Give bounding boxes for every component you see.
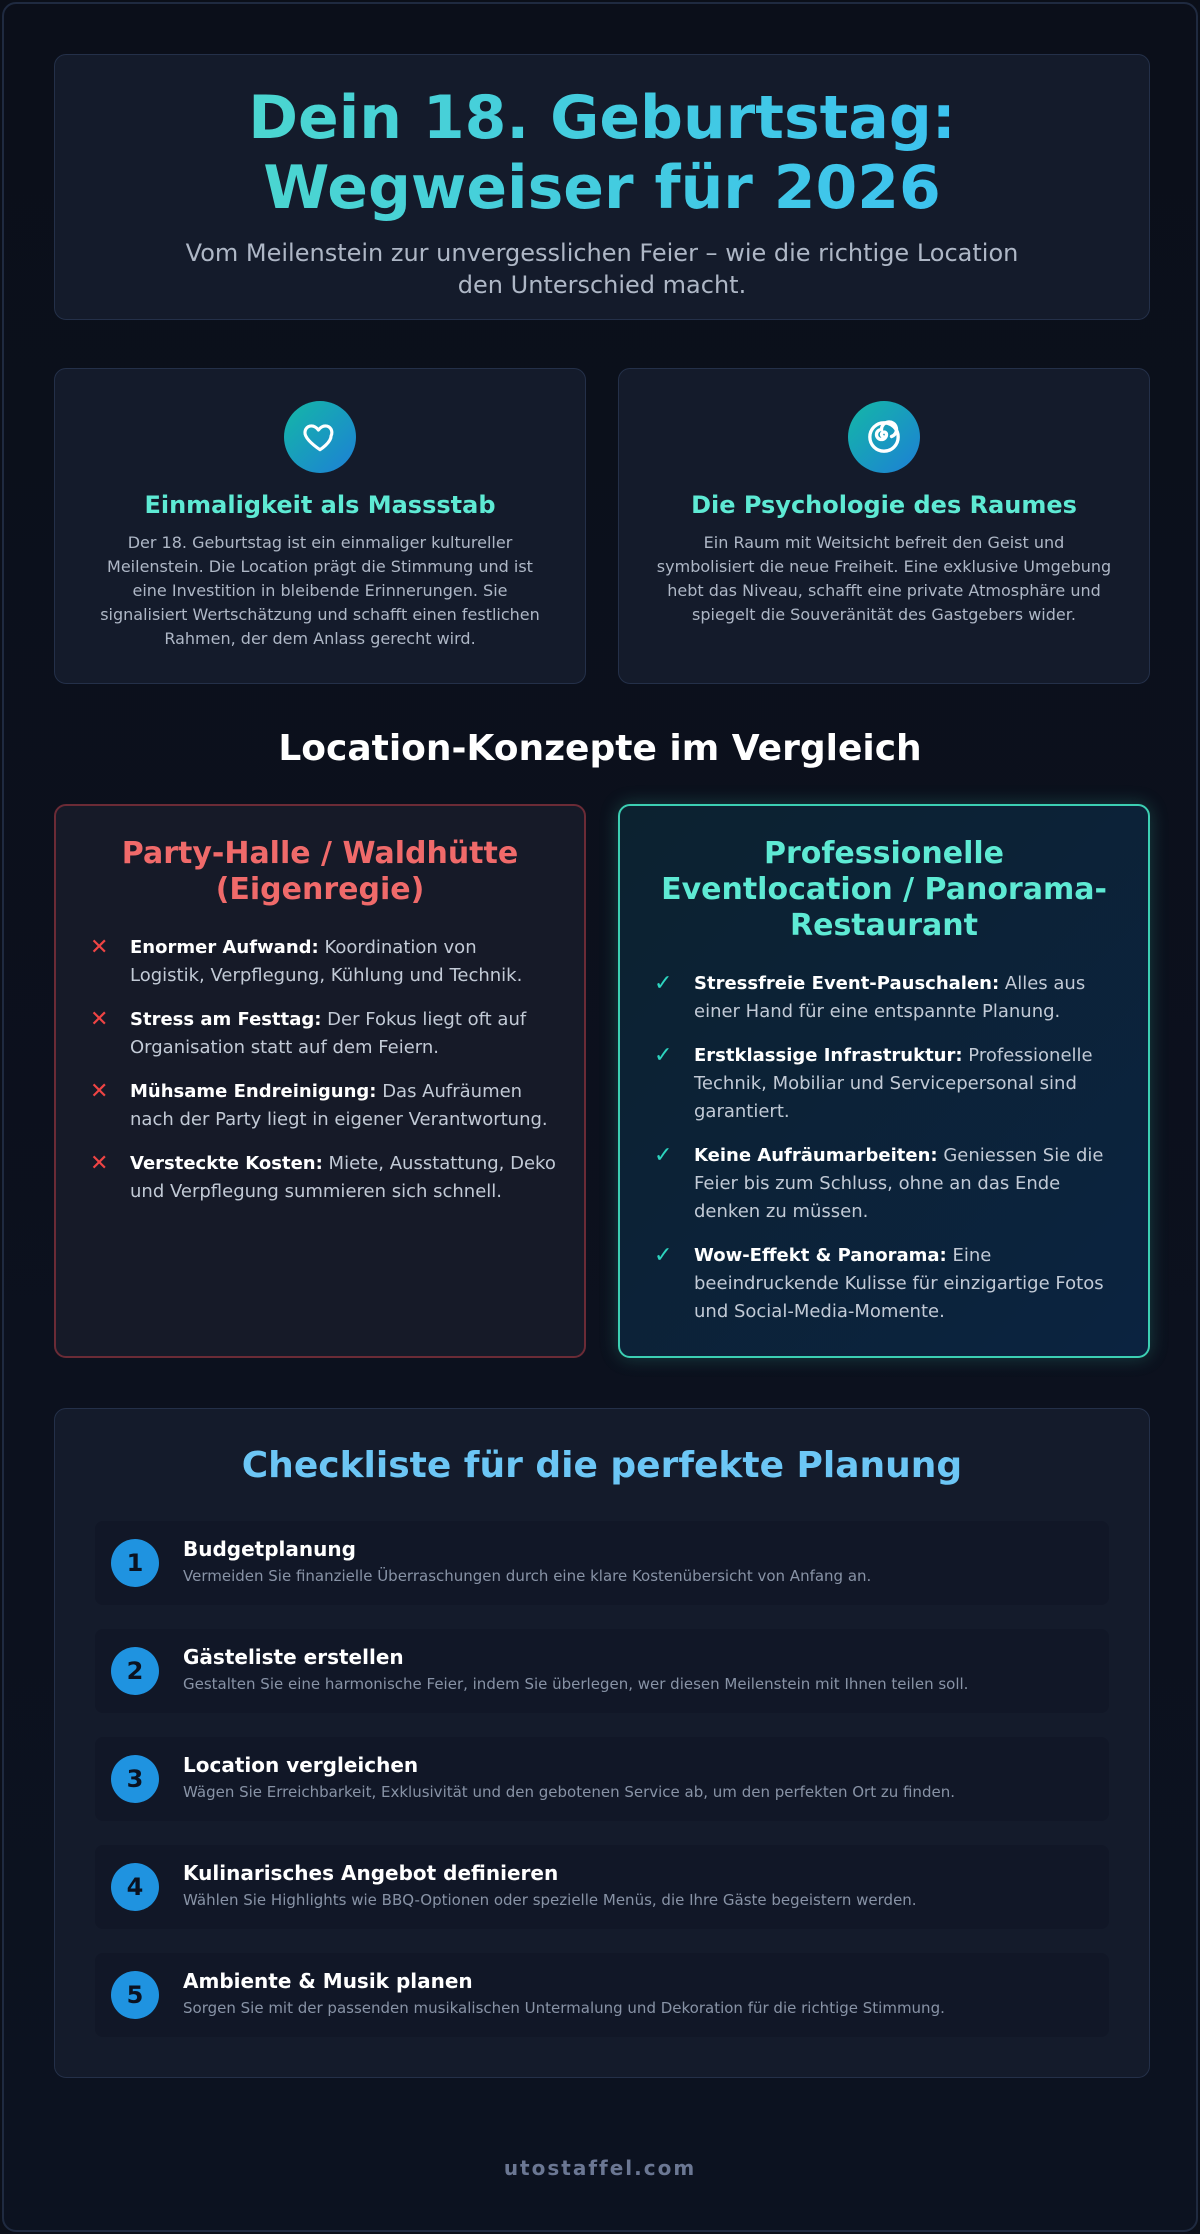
step-number: 5 — [111, 1971, 159, 2019]
title-line-1: Dein 18. Geburtstag: — [248, 83, 956, 153]
step-number: 2 — [111, 1647, 159, 1695]
cross-icon: ✕ — [90, 1151, 109, 1176]
comparison-card-title: Professionelle Eventlocation / Panorama-Restaurant — [661, 836, 1107, 943]
list-item: ✓ Keine Aufräumarbeiten: Geniessen Sie die Feier bis zum Schluss, ohne an das Ende denken zu müssen. — [654, 1143, 1104, 1222]
step-title: Budgetplanung — [183, 1537, 356, 1561]
pros-list — [620, 970, 1148, 1326]
check-icon: ✓ — [654, 1243, 673, 1268]
info-card-uniqueness — [54, 368, 586, 684]
heart-icon — [284, 401, 356, 473]
comparison-card-diy — [54, 804, 586, 1358]
checklist-step — [95, 1629, 1109, 1713]
cross-icon: ✕ — [90, 1079, 109, 1104]
footer-site-link[interactable]: utostaffel.com — [503, 2156, 697, 2180]
cross-icon: ✕ — [90, 935, 109, 960]
step-number: 4 — [111, 1863, 159, 1911]
checklist-step — [95, 1737, 1109, 1821]
info-card-text: Der 18. Geburtstag ist ein einmaliger kultureller Meilenstein. Die Location prägt die Stimmung und ist eine Investition in bleibende Erinnerungen. Sie signalisiert Wertschätzung und schafft einen festlichen Rahmen, der dem Anlass gerecht wird. — [100, 533, 540, 648]
step-description: Wählen Sie Highlights wie BBQ-Optionen oder spezielle Menüs, die Ihre Gäste begeistern werden. — [183, 1891, 917, 1909]
list-item: ✓ Wow-Effekt & Panorama: Eine beeindruckende Kulisse für einzigartige Fotos und Social-Media-Momente. — [654, 1243, 1104, 1322]
step-title: Kulinarisches Angebot definieren — [183, 1861, 559, 1885]
info-card-title: Einmaligkeit als Massstab — [144, 491, 496, 519]
step-description: Vermeiden Sie finanzielle Überraschungen durch eine klare Kostenübersicht von Anfang an. — [183, 1567, 872, 1585]
checklist-step — [95, 1521, 1109, 1605]
check-icon: ✓ — [654, 971, 673, 996]
list-item: ✕ Stress am Festtag: Der Fokus liegt oft auf Organisation statt auf dem Feiern. — [90, 1007, 527, 1058]
infographic-frame — [2, 2, 1198, 2232]
spiral-icon — [848, 401, 920, 473]
page-subtitle: Vom Meilenstein zur unvergesslichen Feier – wie die richtige Location den Unterschied macht. — [185, 239, 1019, 299]
comparison-card-title: Party-Halle / Waldhütte (Eigenregie) — [121, 836, 519, 907]
checklist-panel — [54, 1408, 1150, 2078]
list-item: ✓ Erstklassige Infrastruktur: Professionelle Technik, Mobiliar und Servicepersonal sind garantiert. — [654, 1043, 1093, 1122]
page-title — [55, 83, 1149, 223]
step-title: Gästeliste erstellen — [183, 1645, 404, 1669]
hero-panel — [54, 54, 1150, 320]
comparison-card-professional — [618, 804, 1150, 1358]
step-description: Sorgen Sie mit der passenden musikalischen Untermalung und Dekoration für die richtige Stimmung. — [183, 1999, 945, 2017]
checklist-step — [95, 1953, 1109, 2037]
step-number: 1 — [111, 1539, 159, 1587]
title-line-2: Wegweiser für 2026 — [263, 153, 941, 223]
list-item: ✕ Mühsame Endreinigung: Das Aufräumen nach der Party liegt in eigener Verantwortung. — [90, 1079, 548, 1130]
step-description: Gestalten Sie eine harmonische Feier, indem Sie überlegen, wer diesen Meilenstein mit Ihnen teilen soll. — [183, 1675, 969, 1693]
list-item: ✓ Stressfreie Event-Pauschalen: Alles aus einer Hand für eine entspannte Planung. — [654, 971, 1086, 1022]
list-item: ✕ Versteckte Kosten: Miete, Ausstattung, Deko und Verpflegung summieren sich schnell. — [90, 1151, 556, 1202]
step-title: Location vergleichen — [183, 1753, 419, 1777]
cons-list — [56, 934, 584, 1206]
checklist-step — [95, 1845, 1109, 1929]
cross-icon: ✕ — [90, 1007, 109, 1032]
step-number: 3 — [111, 1755, 159, 1803]
step-title: Ambiente & Musik planen — [183, 1969, 473, 1993]
info-card-text: Ein Raum mit Weitsicht befreit den Geist und symbolisiert die neue Freiheit. Eine exklusive Umgebung hebt das Niveau, schafft eine private Atmosphäre und spiegelt die Souveränität des Gastgebers wider. — [656, 533, 1112, 624]
info-card-psychology — [618, 368, 1150, 684]
list-item: ✕ Enormer Aufwand: Koordination von Logistik, Verpflegung, Kühlung und Technik. — [90, 935, 523, 986]
step-description: Wägen Sie Erreichbarkeit, Exklusivität und den gebotenen Service ab, um den perfekten Ort zu finden. — [183, 1783, 955, 1801]
comparison-heading: Location-Konzepte im Vergleich — [278, 728, 922, 769]
checklist-title: Checkliste für die perfekte Planung — [241, 1445, 963, 1486]
info-card-title: Die Psychologie des Raumes — [691, 491, 1077, 519]
check-icon: ✓ — [654, 1043, 673, 1068]
check-icon: ✓ — [654, 1143, 673, 1168]
